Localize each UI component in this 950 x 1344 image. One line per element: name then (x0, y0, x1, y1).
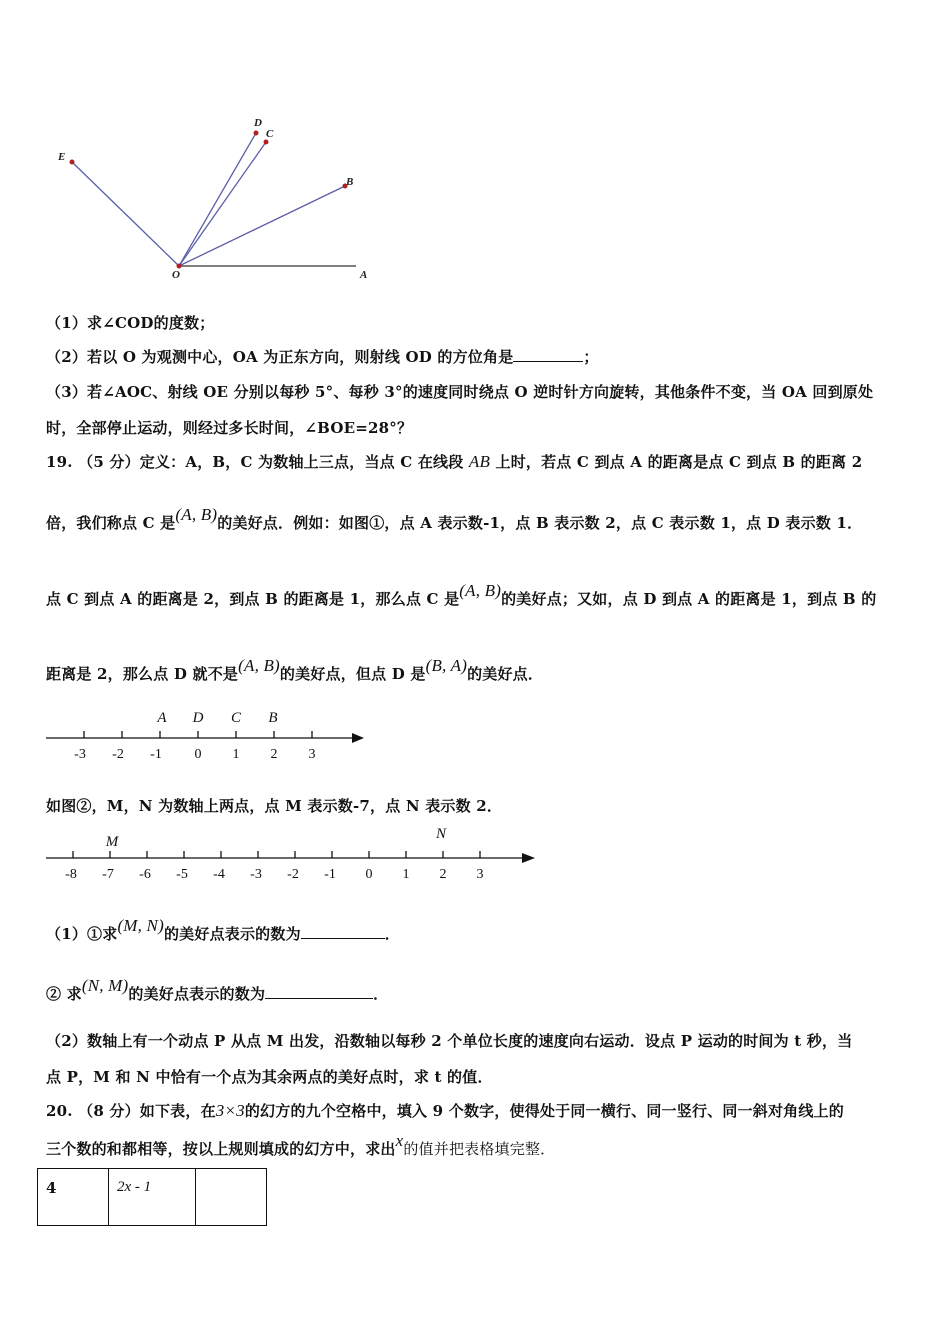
number-line-figure1 (40, 700, 380, 770)
answer-blank[interactable] (265, 986, 373, 999)
q19-sub1-part2: ② 求(N, M)的美好点表示的数为 ． (46, 976, 389, 1003)
q19-sub2-line1: （2）数轴上有一个动点 P 从点 M 出发，沿数轴以每秒 2 个单位长度的速度向右运动．设点 P 运动的时间为 t 秒，当 (46, 1032, 853, 1050)
point-label-B: B (268, 710, 278, 726)
tick-label: -3 (74, 747, 86, 762)
tick-label: 3 (308, 747, 316, 762)
number-line-figure2 (40, 820, 550, 890)
tick-label: -4 (213, 867, 225, 882)
tick-label: -5 (176, 867, 188, 882)
label-E: E (58, 151, 66, 163)
q19-line1: 19. （5 分）定义：A，B，C 为数轴上三点，当点 C 在线段 AB 上时，若点 C 到点 A 的距离是点 C 到点 B 的距离 2 (46, 452, 863, 471)
q19-line4: 距离是 2，那么点 D 就不是(A, B)的美好点，但点 D 是(B, A)的美好点． (46, 656, 544, 683)
point-label-M: M (105, 834, 119, 850)
tick-label: -2 (287, 867, 299, 882)
point-D (254, 131, 259, 136)
point-label-A: A (157, 710, 167, 726)
angle-figure (40, 110, 390, 290)
table-cell[interactable]: 4 (38, 1169, 109, 1226)
tick-label: 2 (439, 867, 447, 882)
point-C (264, 140, 269, 145)
table-cell[interactable]: 2x - 1 (109, 1169, 196, 1226)
point-E (70, 160, 75, 165)
label-A: A (360, 269, 368, 281)
tick-label: 3 (476, 867, 484, 882)
magic-square-table (37, 1168, 267, 1226)
answer-blank[interactable] (513, 349, 583, 362)
tick-label: -1 (150, 747, 162, 762)
answer-blank[interactable] (301, 926, 385, 939)
label-C: C (266, 128, 274, 140)
ray-OD (179, 133, 256, 266)
label-D: D (254, 117, 262, 129)
arrow-icon (352, 733, 364, 743)
tick-label: -3 (250, 867, 262, 882)
q19-sub2-line2: 点 P，M 和 N 中恰有一个点为其余两点的美好点时，求 t 的值． (46, 1068, 493, 1086)
q19-line3: 点 C 到点 A 的距离是 2，到点 B 的距离是 1，那么点 C 是(A, B)的美好点；又如，点 D 到点 A 的距离是 1，到点 B 的 (46, 581, 877, 608)
tick-label: -2 (112, 747, 124, 762)
tick-label: 1 (402, 867, 410, 882)
q19-fig2-caption: 如图②，M，N 为数轴上两点，点 M 表示数-7，点 N 表示数 2． (46, 797, 503, 815)
point-label-N: N (435, 826, 447, 842)
point-O (177, 264, 182, 269)
ray-OC (179, 142, 266, 266)
tick-label: 0 (365, 867, 373, 882)
tick-label: -6 (139, 867, 151, 882)
q19-line2: 倍，我们称点 C 是(A, B)的美好点．例如：如图①，点 A 表示数-1，点 B 表示数 2，点 C 表示数 1，点 D 表示数 1． (46, 505, 863, 532)
tick-label: -1 (324, 867, 336, 882)
tick-label: -8 (65, 867, 77, 882)
tick-label: 2 (270, 747, 278, 762)
ray-OE (72, 162, 179, 266)
tick-label: -7 (102, 867, 114, 882)
q18-part3-line2: 时，全部停止运动，则经过多长时间，∠BOE=28°？ (46, 419, 413, 437)
label-O: O (172, 269, 180, 281)
q18-part1: （1）求∠COD的度数； (46, 314, 215, 332)
q18-part3-line1: （3）若∠AOC、射线 OE 分别以每秒 5°、每秒 3°的速度同时绕点 O 逆时针方向旋转，其他条件不变，当 OA 回到原处 (46, 383, 874, 401)
q18-part2: （2）若以 O 为观测中心，OA 为正东方向，则射线 OD 的方位角是 ； (46, 348, 599, 366)
table-row (38, 1169, 267, 1226)
point-label-C: C (230, 710, 242, 726)
q20-line1: 20. （8 分）如下表，在3×3的幻方的九个空格中，填入 9 个数字，使得处于同一横行、同一竖行、同一斜对角线上的 (46, 1101, 844, 1120)
q20-line2: 三个数的和都相等，按以上规则填成的幻方中，求出x的值并把表格填完整． (46, 1131, 556, 1158)
point-label-D: D (192, 710, 204, 726)
arrow-icon (522, 853, 535, 863)
table-cell[interactable] (196, 1169, 267, 1226)
tick-label: 1 (232, 747, 240, 762)
tick-label: 0 (194, 747, 202, 762)
q19-sub1-part1: （1）①求(M, N)的美好点表示的数为 ． (46, 916, 400, 943)
label-B: B (346, 176, 354, 188)
ray-OB (179, 186, 345, 266)
